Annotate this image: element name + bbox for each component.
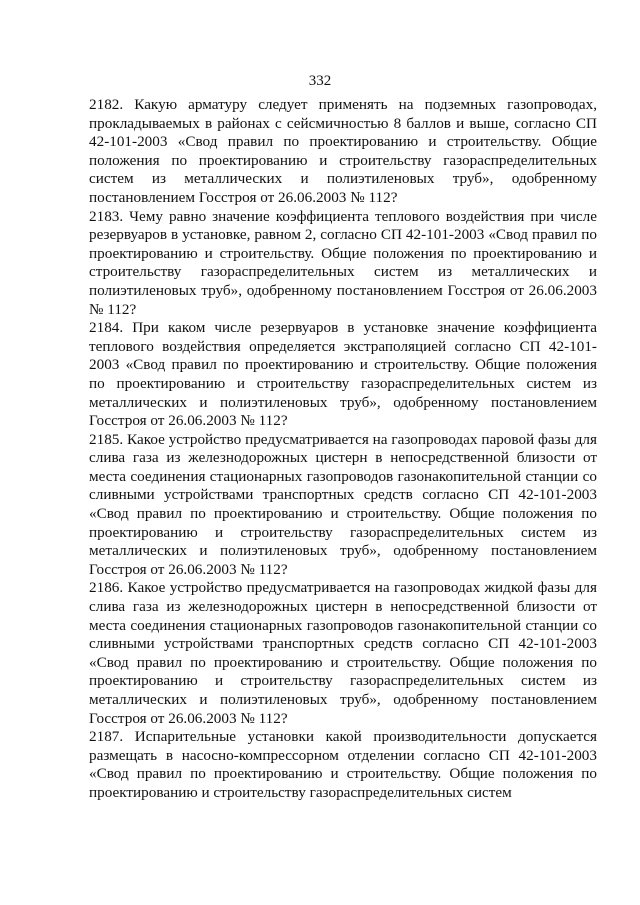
question-2182: 2182. Какую арматуру следует применять на подземных газопроводах, прокладываемых в районах с сейсмичностью 8 баллов и выше, согласно СП 42-101-2003 «Свод правил по проектированию и строительству. Общие положения по проектированию и строительству газораспределительных систем из металлических и полиэтиленовых труб», одобренному постановлением Госстроя от 26.06.2003 № 112? — [89, 96, 597, 206]
question-2184: 2184. При каком числе резервуаров в установке значение коэффициента теплового воздействия определяется экстраполяцией согласно СП 42-101-2003 «Свод правил по проектированию и строительству. Общие положения по проектированию и строительству газораспределительных систем из металлических и полиэтиленовых труб», одобренному постановлением Госстроя от 26.06.2003 № 112? — [89, 319, 597, 430]
question-2186: 2186. Какое устройство предусматривается на газопроводах жидкой фазы для слива газа из железнодорожных цистерн в непосредственной близости от места соединения стационарных газопроводов газонакопительной станции со сливными устройствами транспортных средств согласно СП 42-101-2003 «Свод правил по проектированию и строительству. Общие положения по проектированию и строительству газораспределительных систем из металлических и полиэтиленовых труб», одобренному постановлением Госстроя от 26.06.2003 № 112? — [89, 579, 597, 727]
question-2185: 2185. Какое устройство предусматривается на газопроводах паровой фазы для слива газа из железнодорожных цистерн в непосредственной близости от места соединения стационарных газопроводов газонакопительной станции со сливными устройствами транспортных средств согласно СП 42-101-2003 «Свод правил по проектированию и строительству. Общие положения по проектированию и строительству газораспределительных систем из металлических и полиэтиленовых труб», одобренному постановлением Госстроя от 26.06.2003 № 112? — [89, 430, 597, 578]
questions-list — [89, 96, 597, 803]
question-2183: 2183. Чему равно значение коэффициента теплового воздействия при числе резервуаров в установке, равном 2, согласно СП 42-101-2003 «Свод правил по проектированию и строительству. Общие положения по проектированию и строительству газораспределительных систем из металлических и полиэтиленовых труб», одобренному постановлением Госстроя от 26.06.2003 № 112? — [89, 207, 597, 318]
page-number: 332 — [308, 73, 332, 89]
question-2187: 2187. Испарительные установки какой производительности допускается размещать в насосно-компрессорном отделении согласно СП 42-101-2003 «Свод правил по проектированию и строительству. Общие положения по проектированию и строительству газораспределительных систем — [89, 728, 597, 801]
